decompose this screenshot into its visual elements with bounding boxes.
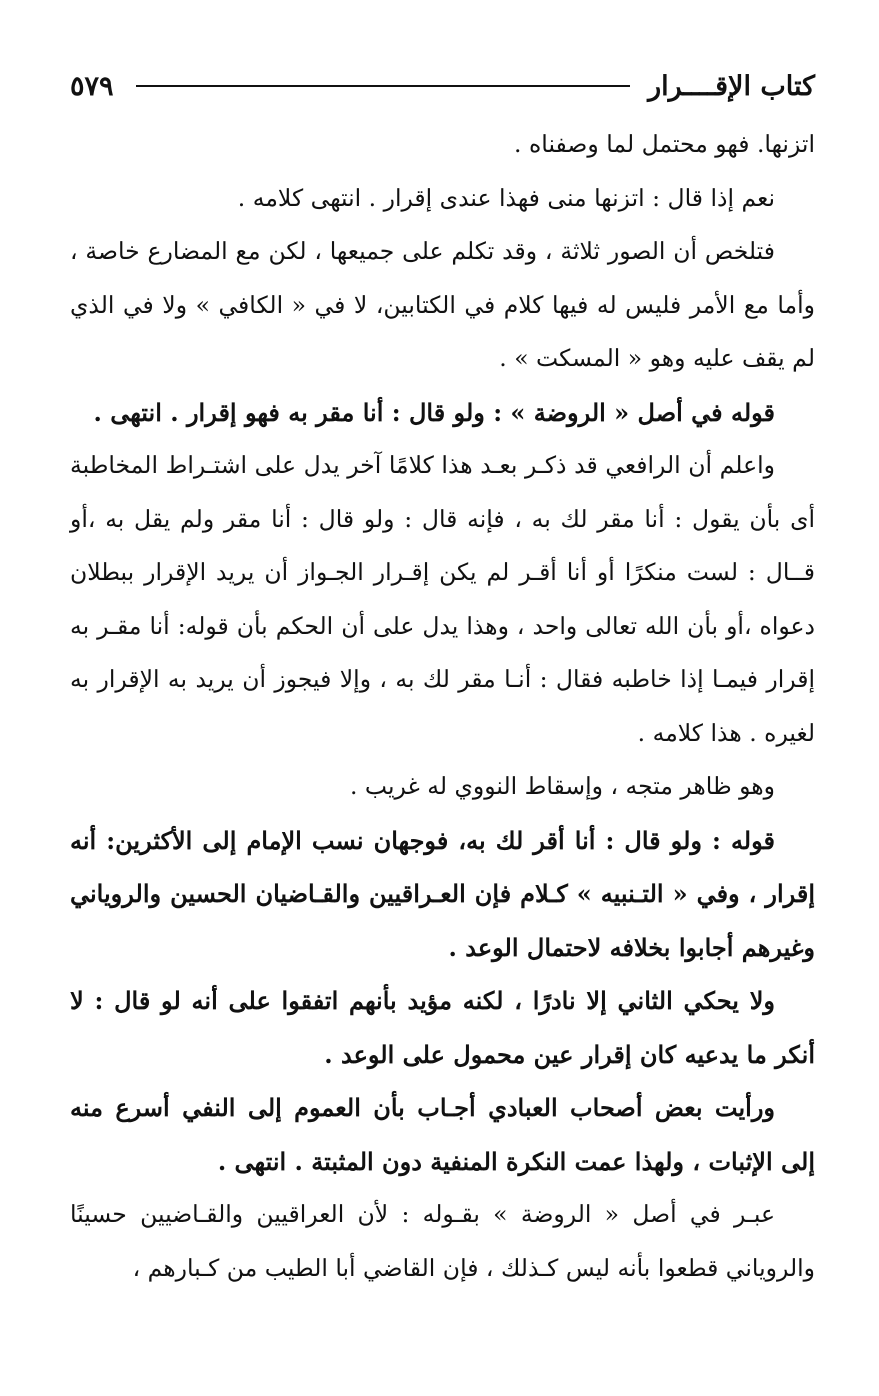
page-body [70,118,815,1295]
paragraph: واعلم أن الرافعي قد ذكـر بعـد هذا كلامًا آخر يدل على اشتـراط المخاطبة أى بأن يقول : أنا مقر لك به ، فإنه قال : ولو قال : أنا مقر ولم يقل به ،أو قــال : لست منكرًا أو أنا أقـر لم يكن إقـرار الجـواز أن يريد الإقرار ببطلان دعواه ،أو بأن الله تعالى واحد ، وهذا يدل على أن الحكم بأن قوله: أنا مقـر به إقرار فيمـا إذا خاطبه فقال : أنـا مقر لك به ، وإلا فيجوز أن يريد به الإقرار به لغيره . هذا كلامه . [70,451,815,747]
paragraph: اتزنها. فهو محتمل لما وصفناه . [514,130,815,158]
paragraph: وهو ظاهر متجه ، وإسقاط النووي له غريب . [349,772,775,800]
chapter-title: كتاب الإقــــرار [648,70,815,102]
paragraph: نعم إذا قال : اتزنها منى فهذا عندى إقرار . انتهى كلامه . [237,183,775,212]
bold-paragraph: ورأيت بعض أصحاب العبادي أجـاب بأن العموم إلى النفي أسرع منه إلى الإثبات ، ولهذا عمت النكرة المنفية دون المثبتة . انتهى . [70,1093,815,1176]
paragraph: عبـر في أصل « الروضة » بقـوله : لأن العراقيين والقـاضيين حسينًا والروياني قطعوا بأنه ليس كـذلك ، فإن القاضي أبا الطيب من كـبارهم ، [70,1200,815,1282]
bold-paragraph: ولا يحكي الثاني إلا نادرًا ، لكنه مؤيد بأنهم اتفقوا على أنه لو قال : لا أنكر ما يدعيه كان إقرار عين محمول على الوعد . [70,986,815,1069]
header-rule [136,85,631,87]
paragraph: فتلخص أن الصور ثلاثة ، وقد تكلم على جميعها ، لكن مع المضارع خاصة ، وأما مع الأمر فليس له فيها كلام في الكتابين، لا في « الكافي » ولا في الذي لم يقف عليه وهو « المسكت » . [70,237,815,372]
running-header [70,66,815,106]
page-number: ٥٧٩ [70,70,114,102]
bold-paragraph: قوله : ولو قال : أنا أقر لك به، فوجهان نسب الإمام إلى الأكثرين: أنه إقرار ، وفي « التـنبيه » كـلام فإن العـراقيين والقـاضيان الحسين والروياني وغيرهم أجابوا بخلافه لاحتمال الوعد . [70,825,815,962]
bold-paragraph: قوله في أصل « الروضة » : ولو قال : أنا مقر به فهو إقرار . انتهى . [93,397,775,427]
